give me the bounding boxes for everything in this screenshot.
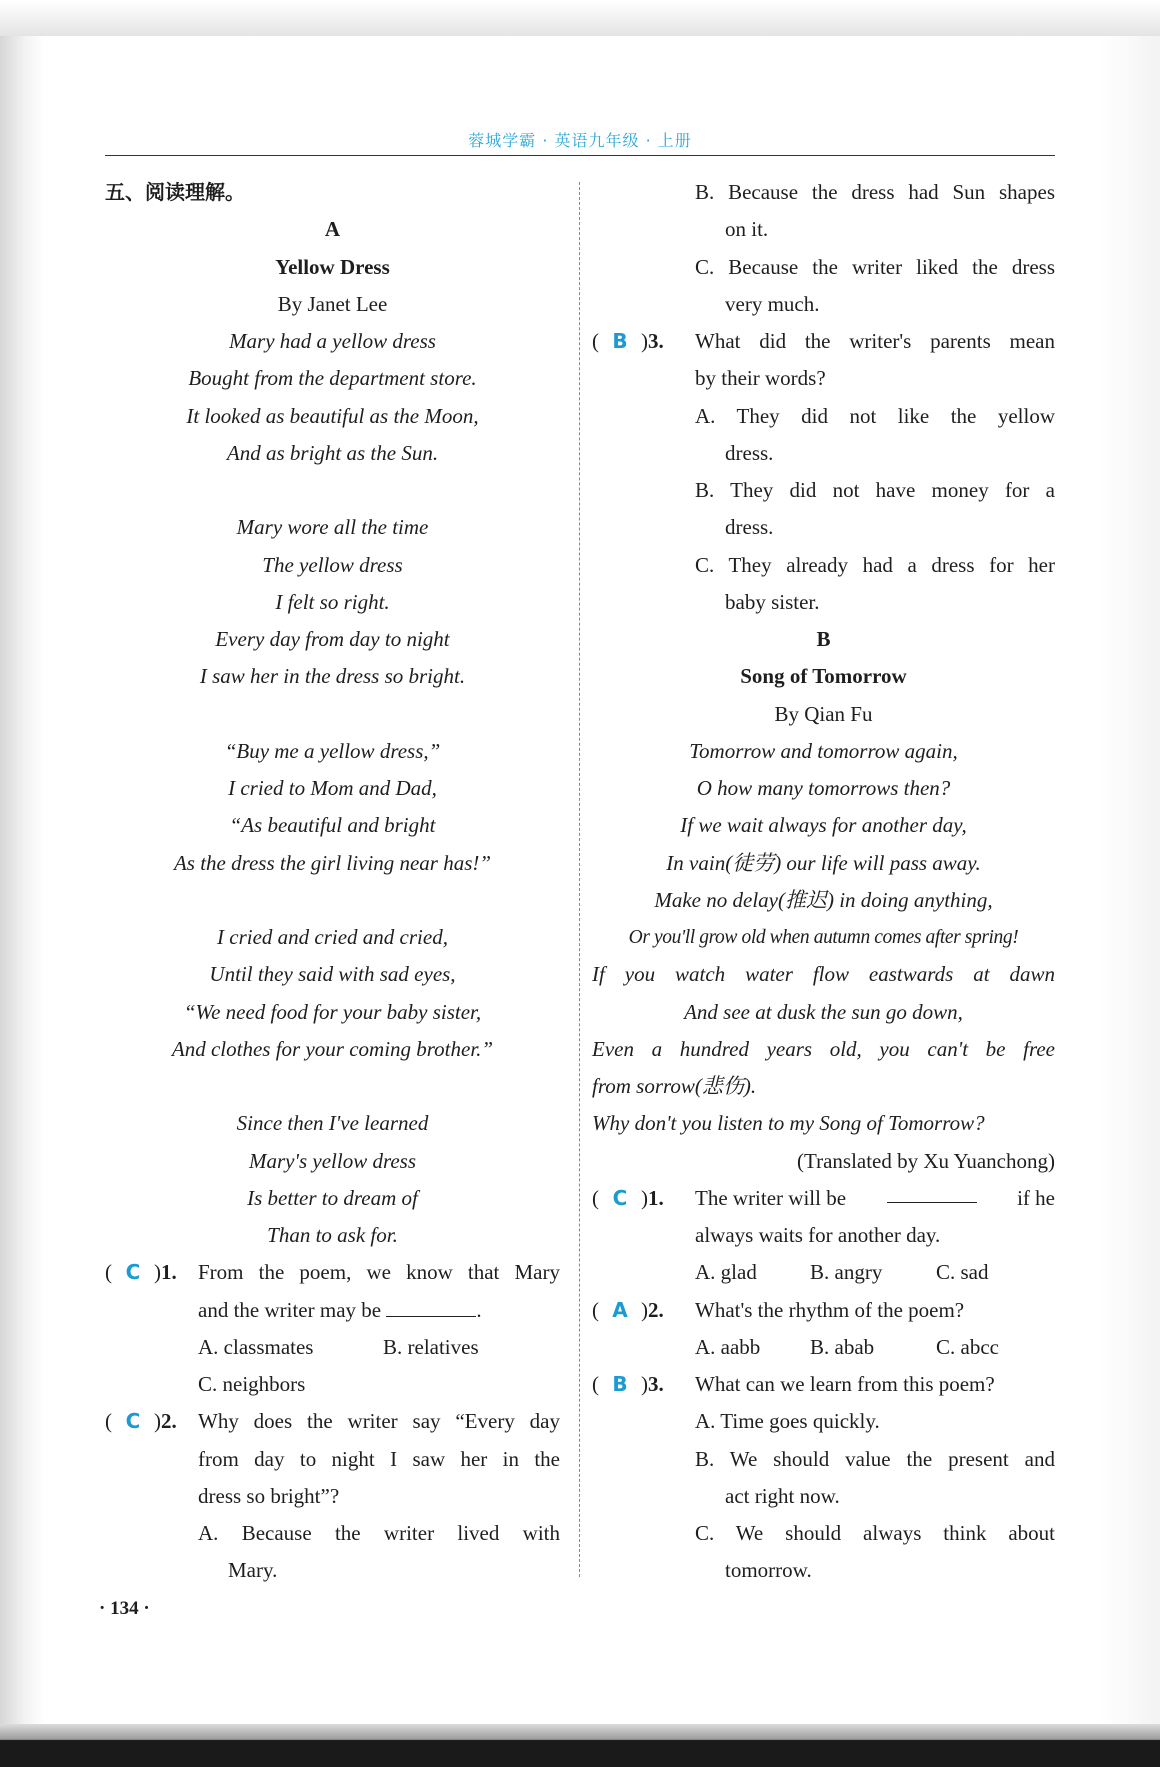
poem-line: “Buy me a yellow dress,” bbox=[224, 738, 441, 763]
poem-line: “We need food for your baby sister, bbox=[183, 999, 482, 1024]
poem-line: Mary's yellow dress bbox=[248, 1148, 417, 1173]
passage-a-label: A bbox=[324, 217, 341, 242]
passage-b-author: By Qian Fu bbox=[774, 701, 873, 726]
poem-line: Make no delay(推迟) in doing anything, bbox=[654, 887, 993, 912]
option-continuation: Mary. bbox=[228, 1558, 278, 1583]
option-continuation: act right now. bbox=[725, 1483, 840, 1508]
answer-bracket: ( B )3. bbox=[592, 1366, 682, 1403]
option: C. neighbors bbox=[198, 1372, 306, 1396]
question-text: dress so bright”? bbox=[198, 1483, 340, 1508]
passage-b-label: B bbox=[816, 627, 831, 651]
option: B. Because the dress had Sun shapes bbox=[695, 180, 1055, 204]
poem-line: I saw her in the dress so bright. bbox=[199, 664, 466, 689]
option-continuation: tomorrow. bbox=[725, 1558, 812, 1583]
option-continuation: on it. bbox=[725, 217, 769, 242]
option: B. They did not have money for a bbox=[695, 478, 1055, 502]
option-continuation: very much. bbox=[725, 291, 820, 316]
question-text: What can we learn from this poem? bbox=[695, 1372, 995, 1396]
passage-b-title: Song of Tomorrow bbox=[740, 664, 907, 689]
question-text: from day to night I saw her in the bbox=[198, 1446, 560, 1471]
question-b3 bbox=[592, 1366, 1055, 1403]
scan-bottom-edge bbox=[0, 1724, 1160, 1767]
translator-credit: (Translated by Xu Yuanchong) bbox=[797, 1148, 1055, 1173]
options-row bbox=[105, 1329, 560, 1366]
question-text: and the writer may be . bbox=[105, 1292, 560, 1329]
poem-line: It looked as beautiful as the Moon, bbox=[186, 403, 479, 428]
poem-line: Every day from day to night bbox=[215, 627, 450, 651]
question-number: 2. bbox=[161, 1409, 177, 1434]
answer-bracket: ( C )2. bbox=[105, 1403, 195, 1440]
poem-line: I felt so right. bbox=[275, 589, 390, 614]
question-number: 2. bbox=[648, 1297, 664, 1322]
poem-line: Even a hundred years old, you can't be free bbox=[592, 1036, 1055, 1061]
option-continuation: baby sister. bbox=[725, 589, 820, 614]
poem-line: Why don't you listen to my Song of Tomorrow? bbox=[592, 1111, 985, 1136]
poem-line: In vain(徒劳) our life will pass away. bbox=[666, 850, 981, 875]
question-number: 1. bbox=[161, 1260, 177, 1285]
left-column bbox=[105, 174, 560, 1590]
poem-line: from sorrow(悲伤). bbox=[592, 1074, 757, 1098]
question-number: 1. bbox=[648, 1185, 664, 1210]
option: C. They already had a dress for her bbox=[695, 552, 1055, 577]
poem-line: Bought from the department store. bbox=[188, 366, 477, 391]
poem-line: I cried and cried and cried, bbox=[217, 925, 448, 949]
answer-mark: B bbox=[612, 1372, 628, 1396]
option: A. classmates bbox=[198, 1334, 314, 1359]
question-text: What's the rhythm of the poem? bbox=[695, 1297, 965, 1322]
stanza-gap bbox=[105, 696, 560, 733]
poem-line: If you watch water flow eastwards at dawn bbox=[592, 962, 1055, 987]
section-title: 五、阅读理解。 bbox=[105, 180, 245, 204]
option: A. They did not like the yellow bbox=[695, 403, 1055, 428]
question-a1 bbox=[105, 1254, 560, 1291]
poem-line: Mary wore all the time bbox=[236, 515, 429, 540]
answer-bracket: ( C )1. bbox=[105, 1254, 195, 1291]
question-text: by their words? bbox=[695, 366, 826, 391]
running-header: 蓉城学霸 · 英语九年级 · 上册 bbox=[468, 131, 692, 150]
question-text: always waits for another day. bbox=[695, 1223, 941, 1247]
stanza-gap bbox=[105, 1068, 560, 1105]
passage-a-title: Yellow Dress bbox=[275, 254, 390, 279]
right-column bbox=[592, 174, 1055, 1590]
poem-line: O how many tomorrows then? bbox=[696, 776, 951, 800]
answer-mark: A bbox=[612, 1297, 628, 1322]
option: C. sad bbox=[936, 1260, 989, 1285]
answer-bracket: ( A )2. bbox=[592, 1292, 682, 1329]
poem-line: The yellow dress bbox=[262, 552, 403, 577]
poem-line: Than to ask for. bbox=[267, 1223, 398, 1247]
option: B. We should value the present and bbox=[695, 1446, 1055, 1471]
poem-line: If we wait always for another day, bbox=[680, 813, 967, 838]
poem-line: As the dress the girl living near has!” bbox=[173, 850, 492, 875]
poem-line: Is better to dream of bbox=[247, 1185, 418, 1210]
poem-line: Since then I've learned bbox=[236, 1111, 429, 1136]
poem-line: And as bright as the Sun. bbox=[226, 440, 439, 465]
answer-mark: C bbox=[125, 1409, 141, 1434]
stanza-gap bbox=[105, 472, 560, 509]
poem-line: “As beautiful and bright bbox=[229, 813, 436, 838]
passage-a-author: By Janet Lee bbox=[277, 291, 388, 316]
options-row bbox=[592, 1254, 1055, 1291]
stanza-gap bbox=[105, 882, 560, 919]
question-number: 3. bbox=[648, 1372, 664, 1396]
option: B. abab bbox=[810, 1334, 875, 1359]
poem-line: Until they said with sad eyes, bbox=[209, 962, 456, 987]
scan-top-edge bbox=[0, 0, 1160, 36]
option: A. glad bbox=[695, 1260, 757, 1285]
question-b1 bbox=[592, 1180, 1055, 1217]
option: B. relatives bbox=[383, 1334, 479, 1359]
answer-mark: C bbox=[612, 1185, 628, 1210]
option: C. abcc bbox=[936, 1334, 999, 1359]
answer-mark: B bbox=[612, 329, 628, 353]
question-text: From the poem, we know that Mary bbox=[198, 1260, 560, 1285]
question-text: Why does the writer say “Every day bbox=[198, 1409, 560, 1434]
question-a2 bbox=[105, 1403, 560, 1440]
answer-blank bbox=[887, 1180, 977, 1203]
option: A. Time goes quickly. bbox=[695, 1409, 880, 1434]
column-divider bbox=[579, 182, 580, 1577]
question-number: 3. bbox=[648, 329, 664, 353]
poem-line: I cried to Mom and Dad, bbox=[228, 776, 437, 800]
poem-line: Tomorrow and tomorrow again, bbox=[689, 738, 958, 763]
option: C. Because the writer liked the dress bbox=[695, 254, 1055, 279]
option-continuation: dress. bbox=[725, 515, 774, 540]
answer-bracket: ( C )1. bbox=[592, 1180, 682, 1217]
answer-blank bbox=[386, 1294, 476, 1317]
poem-line: And clothes for your coming brother.” bbox=[171, 1036, 494, 1061]
poem-line: Mary had a yellow dress bbox=[229, 329, 436, 353]
answer-bracket: ( B )3. bbox=[592, 323, 682, 360]
option: C. We should always think about bbox=[695, 1521, 1055, 1545]
option: A. Because the writer lived with bbox=[198, 1521, 560, 1545]
option: B. angry bbox=[810, 1260, 883, 1285]
option: A. aabb bbox=[695, 1334, 761, 1359]
option-continuation: dress. bbox=[725, 440, 774, 465]
header-rule bbox=[105, 155, 1055, 156]
poem-line: And see at dusk the sun go down, bbox=[684, 999, 963, 1024]
poem-line: Or you'll grow old when autumn comes after spring! bbox=[628, 927, 1019, 948]
question-text: What did the writer's parents mean bbox=[695, 329, 1055, 353]
question-b2 bbox=[592, 1292, 1055, 1329]
question-text: The writer will be if he bbox=[695, 1180, 1055, 1217]
answer-mark: C bbox=[125, 1260, 141, 1285]
question-a3 bbox=[592, 323, 1055, 360]
options-row bbox=[592, 1329, 1055, 1366]
page-number: · 134 · bbox=[99, 1598, 150, 1619]
